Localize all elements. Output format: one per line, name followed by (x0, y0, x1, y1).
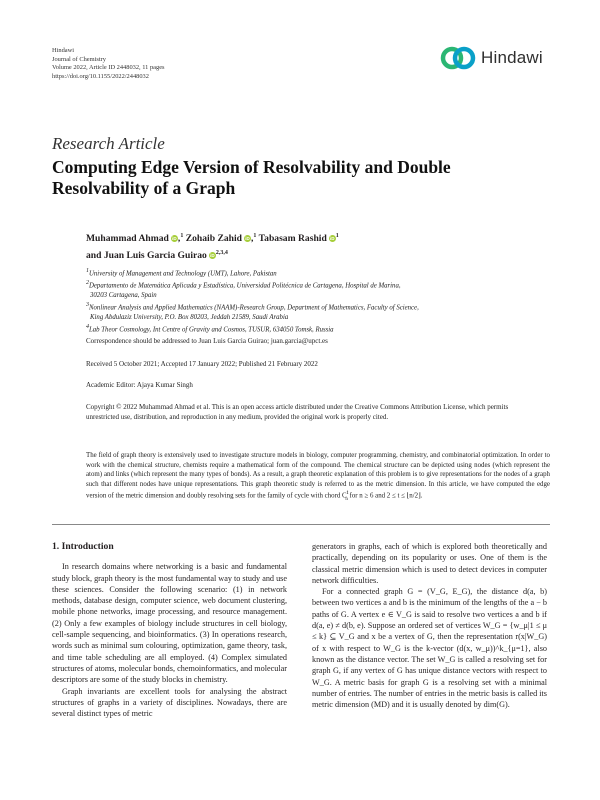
academic-editor: Academic Editor: Ajaya Kumar Singh (86, 381, 193, 389)
abstract (86, 451, 550, 505)
right-column (312, 541, 547, 710)
affiliation-text: Departamento de Matemática Aplicada y Estadística, Universidad Politécnica de Cartagena, Hospital de Marina, (89, 282, 401, 290)
hindawi-logo-icon (440, 46, 476, 70)
affiliation-item (86, 279, 536, 291)
paragraph: generators in graphs, each of which is explored both theoretically and practically, depending on its popularity or uses. One of them is the classical metric dimension which is used to detect devices in computer network difficulties. (312, 542, 547, 585)
abstract-math-sub: n (345, 497, 348, 503)
affiliation-list (86, 267, 536, 335)
author-sep: , (250, 233, 254, 245)
left-column (52, 541, 287, 719)
journal-name: Journal of Chemistry (52, 55, 106, 63)
orcid-icon[interactable]: iD (210, 253, 215, 259)
affiliation-text: University of Management and Technology (UMT), Lahore, Pakistan (89, 270, 277, 278)
publication-info (52, 47, 165, 81)
paragraph: Graph invariants are excellent tools for analysing the abstract structures of graphs in a variety of disciplines. Nowadays, there are several distinct types of metric (52, 686, 287, 719)
affiliation-number: 1 (86, 268, 89, 274)
author-affiliation-ref: 1 (253, 233, 257, 239)
author-sep: , (177, 233, 181, 245)
affiliation-text: Nonlinear Analysis and Applied Mathematics (NAAM)-Research Group, Department of Mathematics, Faculty of Science, (89, 304, 419, 312)
affiliation-item (86, 301, 536, 313)
affiliation-continuation: 30203 Cartagena, Spain (90, 292, 157, 300)
article-type: Research Article (52, 134, 165, 153)
affiliation-continuation: King Abdulaziz University, P.O. Box 80203, Jeddah 21589, Saudi Arabia (90, 313, 289, 321)
paragraph: In research domains where networking is a basic and fundamental study block, graph theory is the most fundamental way to study and use these sciences. Consider the following scenario: (1) in network methods, database design, computer science, web document clustering, mobile phone networks, image processing, and resource management. (2) Only a few examples of biology include structures in cell biology, cell-sample sequencing, and bioinformatics. (3) In operations research, words such as minimal sum colouring, optimization, game theory, task, and time table scheduling are all employed. (4) Complex simulated structures of atoms, molecular bonds, chemoinformatics, and molecular descriptors are some of the study blocks in chemistry. (52, 562, 287, 685)
volume-line: Volume 2022, Article ID 2448032, 11 pages (52, 64, 165, 72)
author-name[interactable]: Tabasam Rashid (258, 233, 327, 245)
orcid-icon[interactable]: iD (245, 236, 250, 242)
hindawi-logo (440, 46, 543, 70)
orcid-icon[interactable]: iD (172, 236, 177, 242)
affiliation-item (86, 323, 536, 335)
affiliation-number: 4 (86, 323, 89, 330)
author-name[interactable]: Muhammad Ahmad (86, 233, 169, 245)
abstract-math-sup: t (346, 490, 349, 497)
publication-dates: Received 5 October 2021; Accepted 17 January 2022; Published 21 February 2022 (86, 360, 318, 368)
affiliation-item (86, 267, 536, 279)
section-heading-introduction: 1. Introduction (52, 541, 114, 552)
abstract-text: The field of graph theory is extensively used to investigate structure models in biology, computer programming, chemistry, and combinatorial optimization. In order to work with the chemical structure, chemists require a mathematical form of the compound. The chemical structure can be depicted using nodes (which represent the atom) and links (which represent the many types of bonds). As a result, a graph theoretic explanation of this problem is to give representations for the nodes of a graph such that different nodes have unique representations. This graph theoretic study is referred to as the metric dimension. In this article, we have computed the edge version of the metric dimension and doubly resolving sets for the family of cycle with chord C (86, 452, 550, 500)
affiliation-number: 3 (86, 301, 89, 308)
article-title: Computing Edge Version of Resolvability and Double Resolvability of a Graph (52, 157, 451, 198)
copyright-notice: Copyright © 2022 Muhammad Ahmad et al. This is an open access article distributed under the Creative Commons Attribution License, which permits unrestricted use, distribution, and reproduction in any medium, provided the original work is properly cited. (86, 403, 509, 421)
author-affiliation-ref: 1 (180, 233, 184, 239)
hindawi-logo-text: Hindawi (481, 48, 543, 67)
abstract-math-tail: for n ≥ 6 and 2 ≤ t ≤ ⌊n/2⌋. (347, 492, 423, 500)
author-affiliation-ref: 1 (335, 233, 339, 239)
author-list (86, 229, 526, 263)
doi-link[interactable]: https://doi.org/10.1155/2022/2448032 (52, 72, 149, 80)
affiliation-number: 2 (86, 280, 89, 287)
author-affiliation-ref: 2,3,4 (215, 250, 228, 257)
correspondence-note: Correspondence should be addressed to Juan Luis Garcia Guirao; juan.garcia@upct.es (86, 337, 328, 345)
orcid-icon[interactable]: iD (330, 236, 335, 242)
affiliation-text: Lab Theor Cosmology, Int Centre of Gravity and Cosmos, TUSUR, 634050 Tomsk, Russia (89, 326, 334, 334)
author-name[interactable]: Zohaib Zahid (185, 233, 242, 245)
paragraph: For a connected graph G = (V_G, E_G), the distance d(a, b) between two vertices a and b is the minimum of the lengths of the a − b paths of G. A vertex e ∈ V_G is said to resolve two vertices a and b if d(a, e) ≠ d(b, e). Suppose an ordered set of vertices W_G = {w_μ|1 ≤ μ ≤ k} ⊆ V_G and x be a vertex of G, then the representation r(x|W_G) of x with respect to W_G is the k-vector (d(x, w_μ))^k_{μ=1}, also known as the distance vector. The set W_G is called a resolving set for graph G, if any vertex of G has unique distance vectors with respect to W_G. A metric basis for graph G is a resolving set with a minimal number of entries. The number of entries in the metric basis is called its metric dimension (MD) and it is usually denoted by dim(G). (312, 587, 547, 710)
publisher-name: Hindawi (52, 47, 75, 54)
section-divider (52, 524, 550, 525)
author-name[interactable]: and Juan Luis Garcia Guirao (86, 250, 207, 262)
